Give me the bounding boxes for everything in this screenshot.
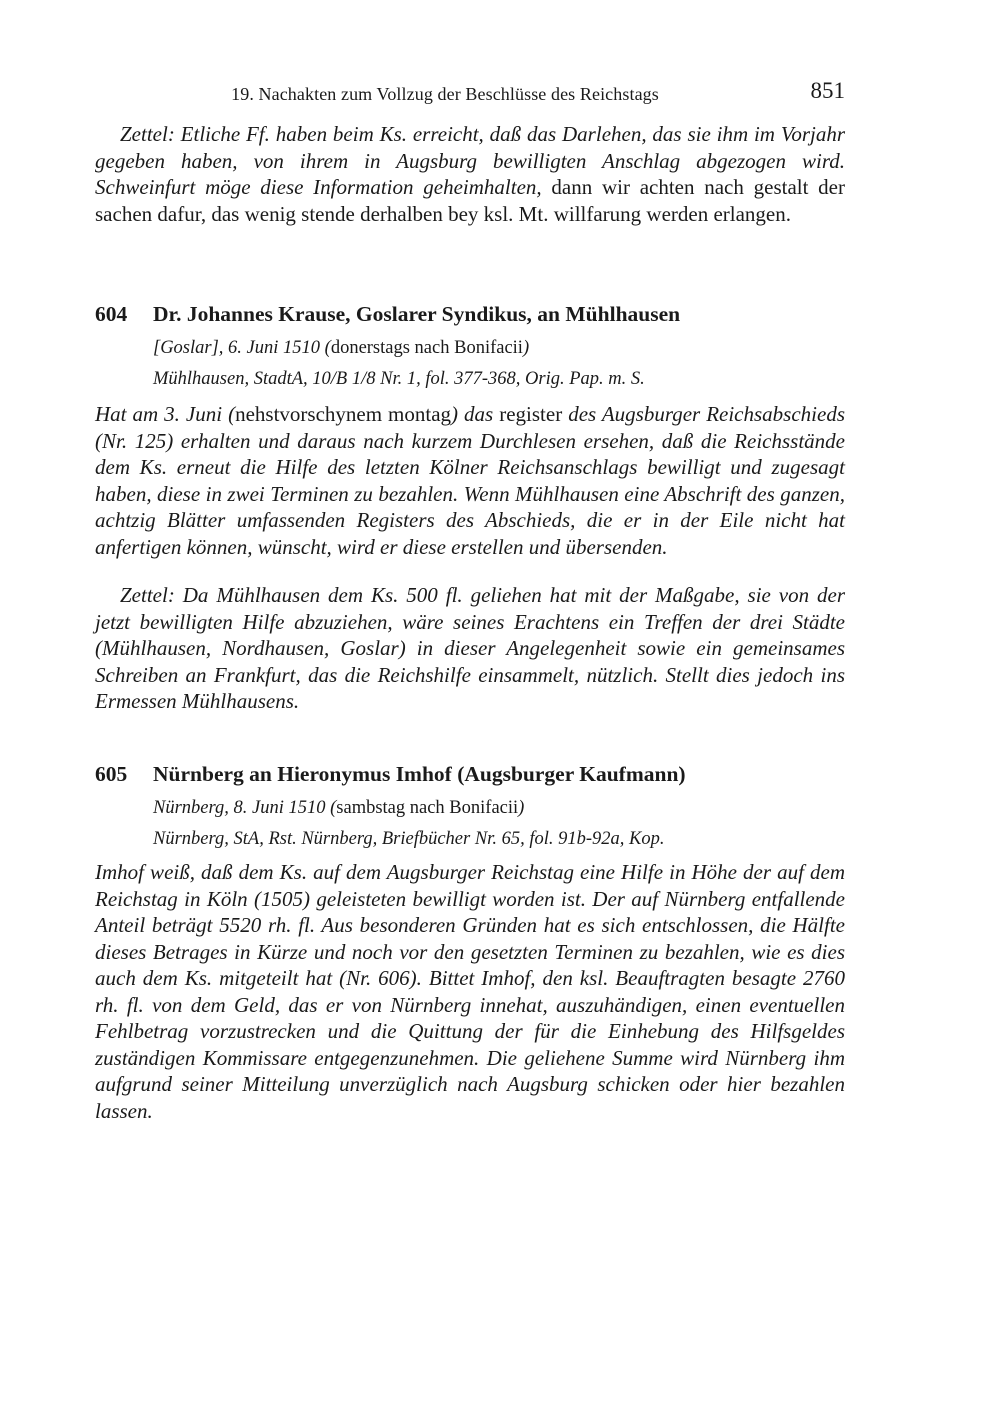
doc-604-heading [95, 300, 855, 328]
doc-604-title: Dr. Johannes Krause, Goslarer Syndikus, an Mühlhausen [153, 302, 681, 326]
doc-604-p1-c: ) das [451, 402, 500, 426]
intro-roman-text: dann wir achten nach gestalt der sachen dafur, das wenig stende derhalben bey ksl. Mt. willfarung werden erlangen. [95, 175, 845, 226]
doc-604-p1-e: des Augsburger Reichsabschieds (Nr. 125) erhalten und daraus nach kurzem Durchlesen ersehen, daß die Reichsstände dem Ks. erneut die Hilfe des letzten Kölner Reichsanschlags bewilligt und zugesagt haben, diese in zwei Terminen zu bezahlen. Wenn Mühlhausen eine Abschrift des ganzen, achtzig Blätter umfassenden Registers des Abschieds, die er in der Eile nicht hat anfertigen können, wünscht, wird er diese erstellen und übersenden. [95, 402, 845, 559]
intro-italic-text: Zettel: Etliche Ff. haben beim Ks. erreicht, daß das Darlehen, das sie ihm im Vorjahr gegeben haben, von ihrem in Augsburg bewilligten Anschlag abgezogen wird. Schweinfurt möge diese Information geheimhalten, [95, 122, 845, 199]
page-number: 851 [810, 78, 845, 103]
running-head [95, 78, 845, 108]
intro-paragraph [95, 121, 845, 227]
doc-604-source: Mühlhausen, StadtA, 10/B 1/8 Nr. 1, fol. 377-368, Orig. Pap. m. S. [153, 369, 645, 389]
doc-605-body: Imhof weiß, daß dem Ks. auf dem Augsburger Reichstag eine Hilfe in Höhe der auf dem Reichstag in Köln (1505) geleisteten bewilligt worden ist. Der auf Nürnberg entfallende Anteil beträgt 5520 rh. fl. Aus besonderen Gründen hat es sich entschlossen, die Hälfte dieses Betrages in Kürze und noch vor den gesetzten Terminen zu bezahlen, wie es dies auch dem Ks. mitgeteilt hat (Nr. 606). Bittet Imhof, den ksl. Beauftragten besagte 2760 rh. fl. von dem Geld, das er von Nürnberg innehat, auszuhändigen, einen eventuellen Fehlbetrag vorzustrecken und die Quittung der für die Einhebung des Hilfsgeldes zuständigen Kommissare entgegenzunehmen. Die geliehene Summe wird Nürnberg ihm aufgrund seiner Mitteilung unverzüglich nach Augsburg schicken oder hier bezahlen lassen. [95, 860, 845, 1123]
doc-604-p1-b: nehstvorschynem montag [235, 402, 452, 426]
doc-604-p1-a: Hat am 3. Juni ( [95, 402, 236, 426]
doc-605-date [153, 796, 843, 820]
running-head-title: 19. Nachakten zum Vollzug der Beschlüsse des Reichstags [231, 84, 659, 104]
doc-605-title: Nürnberg an Hieronymus Imhof (Augsburger Kaufmann) [153, 762, 686, 786]
doc-604-date-roman: donerstags nach Bonifacii [330, 338, 523, 358]
doc-604-date [153, 336, 843, 360]
doc-605-date-italic: Nürnberg, 8. Juni 1510 ( [153, 798, 337, 818]
doc-604-body-p1 [95, 401, 845, 560]
doc-605-date-roman: sambstag nach Bonifacii [336, 798, 519, 818]
doc-604-date-close: ) [522, 338, 530, 358]
doc-605-source: Nürnberg, StA, Rst. Nürnberg, Briefbücher Nr. 65, fol. 91b-92a, Kop. [153, 829, 665, 849]
doc-605-date-close: ) [518, 798, 525, 818]
doc-604-number: 604 [95, 302, 128, 326]
doc-604-body-p2: Zettel: Da Mühlhausen dem Ks. 500 fl. geliehen hat mit der Maßgabe, sie von der jetzt bewilligten Hilfe abzuziehen, wäre seines Erachtens ein Treffen der drei Städte (Mühlhausen, Nordhausen, Goslar) in dieser Angelegenheit sowie ein gemeinsames Schreiben an Frankfurt, das die Reichshilfe einsammelt, nützlich. Stellt dies jedoch ins Ermessen Mühlhausens. [95, 583, 845, 713]
doc-604-p1-d: register [499, 402, 563, 426]
doc-605-heading [95, 760, 855, 788]
doc-605-number: 605 [95, 762, 128, 786]
doc-604-date-italic: [Goslar], 6. Juni 1510 ( [153, 338, 331, 358]
